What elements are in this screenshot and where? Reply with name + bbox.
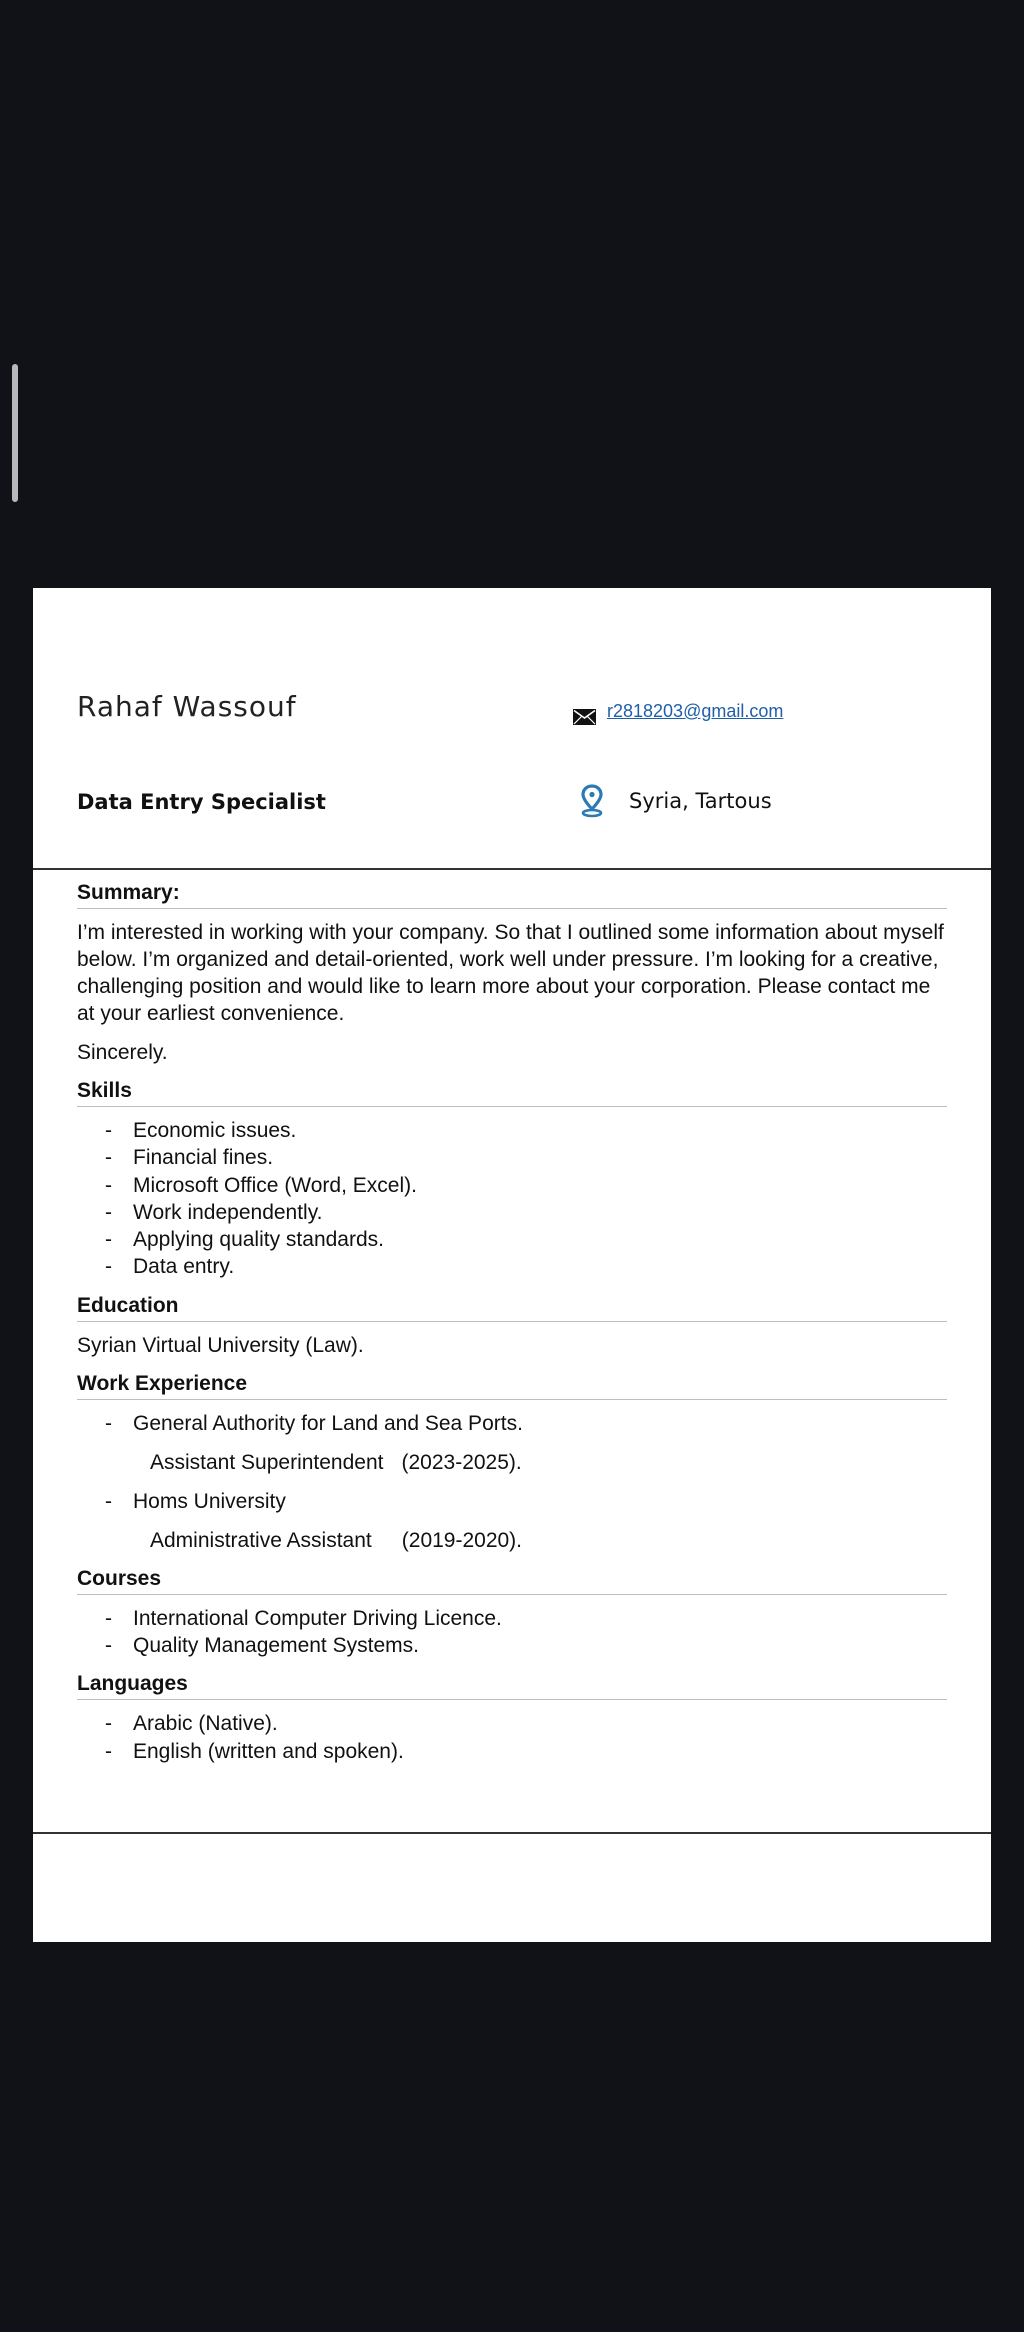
list-item: - Work independently. (77, 1199, 947, 1226)
list-item: - Microsoft Office (Word, Excel). (77, 1172, 947, 1199)
job-role: Administrative Assistant (150, 1528, 372, 1552)
education-heading: Education (77, 1293, 947, 1322)
job-role-line (77, 1449, 947, 1476)
resume-body (77, 880, 947, 1777)
list-item: - Economic issues. (77, 1117, 947, 1144)
envelope-icon (573, 709, 596, 725)
courses-list (77, 1605, 947, 1660)
job-organization: - Homs University (77, 1488, 947, 1515)
list-item: - Applying quality standards. (77, 1226, 947, 1253)
work-heading: Work Experience (77, 1371, 947, 1400)
list-item: - English (written and spoken). (77, 1738, 947, 1765)
list-item: - Quality Management Systems. (77, 1632, 947, 1659)
resume-page (33, 588, 991, 1942)
skills-heading: Skills (77, 1078, 947, 1107)
email-link[interactable]: r2818203@gmail.com (607, 701, 784, 721)
courses-heading: Courses (77, 1566, 947, 1595)
job-entry (77, 1410, 947, 1476)
education-text: Syrian Virtual University (Law). (77, 1333, 364, 1357)
skills-list (77, 1117, 947, 1281)
list-item: - Financial fines. (77, 1144, 947, 1171)
header-divider (33, 868, 991, 870)
list-item: - Data entry. (77, 1253, 947, 1280)
list-item: - International Computer Driving Licence. (77, 1605, 947, 1632)
scrollbar-thumb[interactable] (12, 364, 18, 502)
candidate-name: Rahaf Wassouf (77, 690, 297, 723)
list-item: - Arabic (Native). (77, 1710, 947, 1737)
job-role-line (77, 1527, 947, 1554)
job-dates: (2023-2025). (401, 1450, 522, 1474)
job-dates: (2019-2020). (401, 1528, 523, 1552)
job-entry (77, 1488, 947, 1554)
languages-heading: Languages (77, 1671, 947, 1700)
job-organization: - General Authority for Land and Sea Ports. (77, 1410, 947, 1437)
location-text: Syria, Tartous (629, 789, 772, 813)
summary-text: I’m interested in working with your company. So that I outlined some information about myself below. I’m organized and detail-oriented, work well under pressure. I’m looking for a creative, challenging position and would like to learn more about your corporation. Please contact me at your earliest convenience. (77, 921, 944, 1025)
job-title: Data Entry Specialist (77, 790, 326, 814)
footer-divider (33, 1832, 991, 1834)
languages-list (77, 1710, 947, 1765)
map-pin-icon (579, 784, 605, 818)
job-role: Assistant Superintendent (150, 1450, 384, 1474)
summary-closing: Sincerely. (77, 1041, 168, 1064)
summary-heading: Summary: (77, 880, 947, 909)
